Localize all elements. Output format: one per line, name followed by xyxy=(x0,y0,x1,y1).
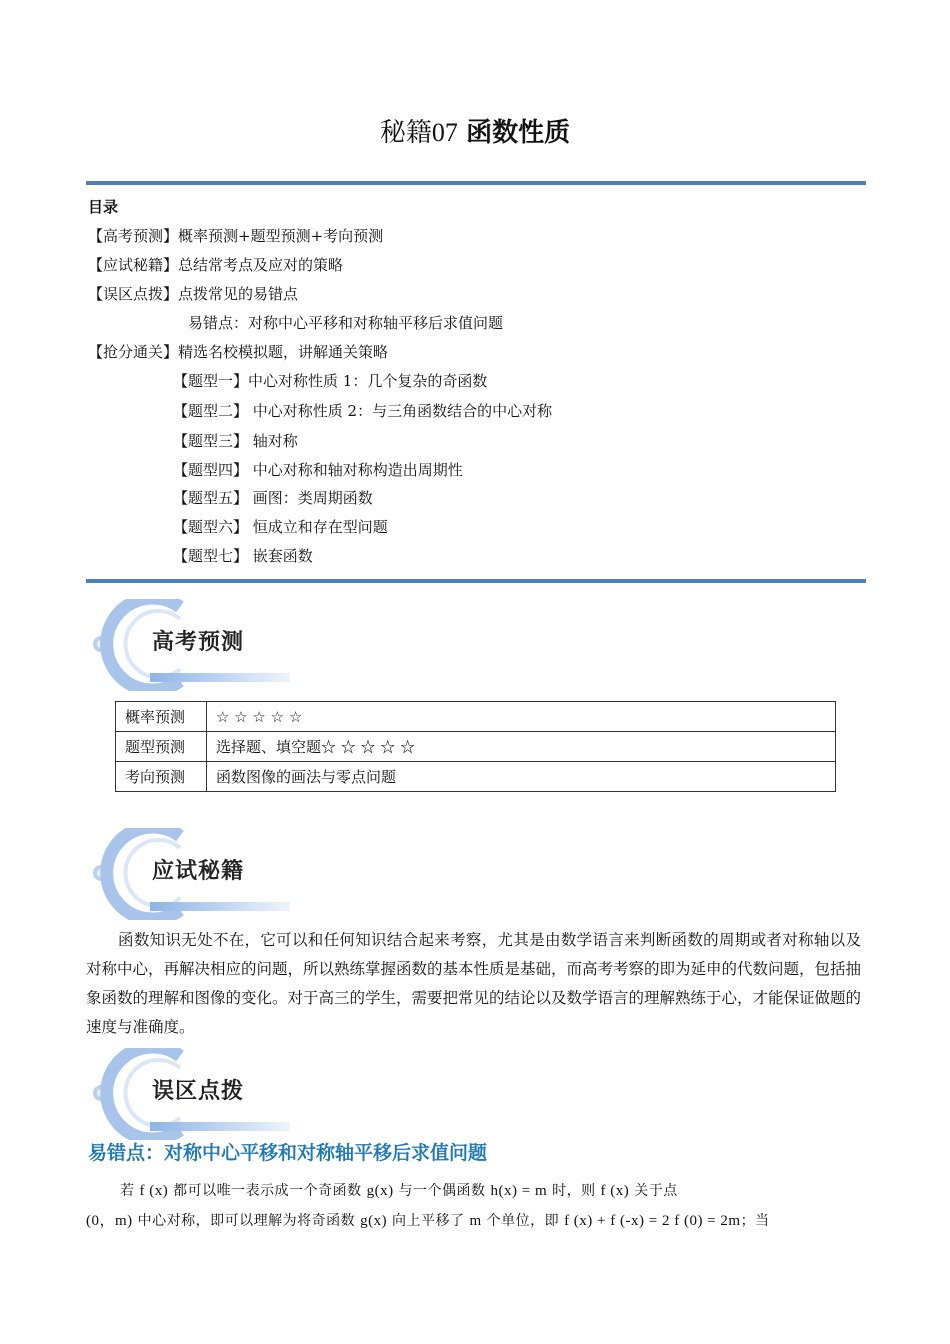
prediction-table xyxy=(115,701,836,792)
toc-item: 【题型二】 中心对称性质 2：与三角函数结合的中心对称 xyxy=(173,402,553,420)
text-run: 时，则 xyxy=(547,1183,601,1199)
toc-item: 【题型七】 嵌套函数 xyxy=(173,547,313,565)
math-run: h(x) = m xyxy=(490,1183,548,1199)
section-banner-strategy xyxy=(90,828,300,920)
toc-item: 【抢分通关】精选名校模拟题，讲解通关策略 xyxy=(88,343,389,361)
table-row xyxy=(116,702,836,732)
toc-item: 【应试秘籍】总结常考点及应对的策略 xyxy=(88,256,344,274)
math-run: (0，m) xyxy=(86,1213,133,1229)
toc-item: 【题型四】 中心对称和轴对称构造出周期性 xyxy=(173,461,463,479)
error-point-text-line xyxy=(86,1209,770,1230)
text-run: 个单位，即 xyxy=(481,1213,565,1229)
title-main: 函数性质 xyxy=(466,118,571,148)
toc-bottom-divider xyxy=(86,579,866,583)
text-run: 关于点 xyxy=(629,1183,678,1199)
math-run: f (x) xyxy=(139,1183,169,1199)
text-run: 向上平移了 xyxy=(387,1213,470,1229)
text-run: 与一个偶函数 xyxy=(393,1183,491,1199)
toc-item: 【题型六】 恒成立和存在型问题 xyxy=(173,518,388,536)
math-run: f (x) xyxy=(600,1183,630,1199)
top-divider xyxy=(86,181,866,185)
text-run: ；当 xyxy=(740,1213,770,1229)
table-row xyxy=(116,732,836,762)
title-prefix: 秘籍 xyxy=(379,118,432,148)
toc-item: 【题型一】中心对称性质 1：几个复杂的奇函数 xyxy=(173,372,488,390)
table-key: 题型预测 xyxy=(116,732,207,762)
toc-item: 【高考预测】概率预测+题型预测+考向预测 xyxy=(88,227,384,245)
title-number: 07 xyxy=(431,118,458,147)
error-point-text-line xyxy=(120,1180,678,1200)
math-run: m xyxy=(469,1213,482,1229)
error-point-heading: 易错点：对称中心平移和对称轴平移后求值问题 xyxy=(88,1142,488,1164)
table-row xyxy=(116,762,836,792)
table-value: 函数图像的画法与零点问题 xyxy=(207,762,836,792)
table-key: 考向预测 xyxy=(116,762,207,792)
math-run: g(x) xyxy=(360,1213,388,1229)
toc-heading: 目录 xyxy=(88,198,119,216)
banner-title: 应试秘籍 xyxy=(152,859,245,884)
banner-title: 高考预测 xyxy=(152,630,245,655)
strategy-paragraph: 函数知识无处不在，它可以和任何知识结合起来考察，尤其是由数学语言来判断函数的周期或者对称轴以及对称中心，再解决相应的问题，所以熟练掌握函数的基本性质是基础，而高考考察的即为延申的代数问题，包括抽象函数的理解和图像的变化。对于高三的学生，需要把常见的结论以及数学语言的理解熟练于心，才能保证做题的速度与准确度。 xyxy=(86,931,862,1036)
text-run: 都可以唯一表示成一个奇函数 xyxy=(168,1183,367,1199)
math-run: g(x) xyxy=(366,1183,394,1199)
toc-item: 【题型三】 轴对称 xyxy=(173,432,298,450)
text-run: 若 xyxy=(120,1183,140,1199)
banner-title: 误区点拨 xyxy=(152,1079,245,1104)
toc-item: 【题型五】 画图：类周期函数 xyxy=(173,489,373,507)
table-value: ☆ ☆ ☆ ☆ ☆ xyxy=(207,702,836,732)
toc-item: 【误区点拨】点拨常见的易错点 xyxy=(88,285,299,303)
math-run: f (x) + f (-x) = 2 f (0) = 2m xyxy=(564,1213,741,1229)
section-banner-forecast xyxy=(90,599,300,691)
table-value: 选择题、填空题☆ ☆ ☆ ☆ ☆ xyxy=(207,732,836,762)
page-title xyxy=(0,112,950,149)
table-key: 概率预测 xyxy=(116,702,207,732)
toc-item: 易错点：对称中心平移和对称轴平移后求值问题 xyxy=(188,314,504,332)
text-run: 中心对称，即可以理解为将奇函数 xyxy=(132,1213,361,1229)
section-banner-pitfalls xyxy=(90,1048,300,1140)
